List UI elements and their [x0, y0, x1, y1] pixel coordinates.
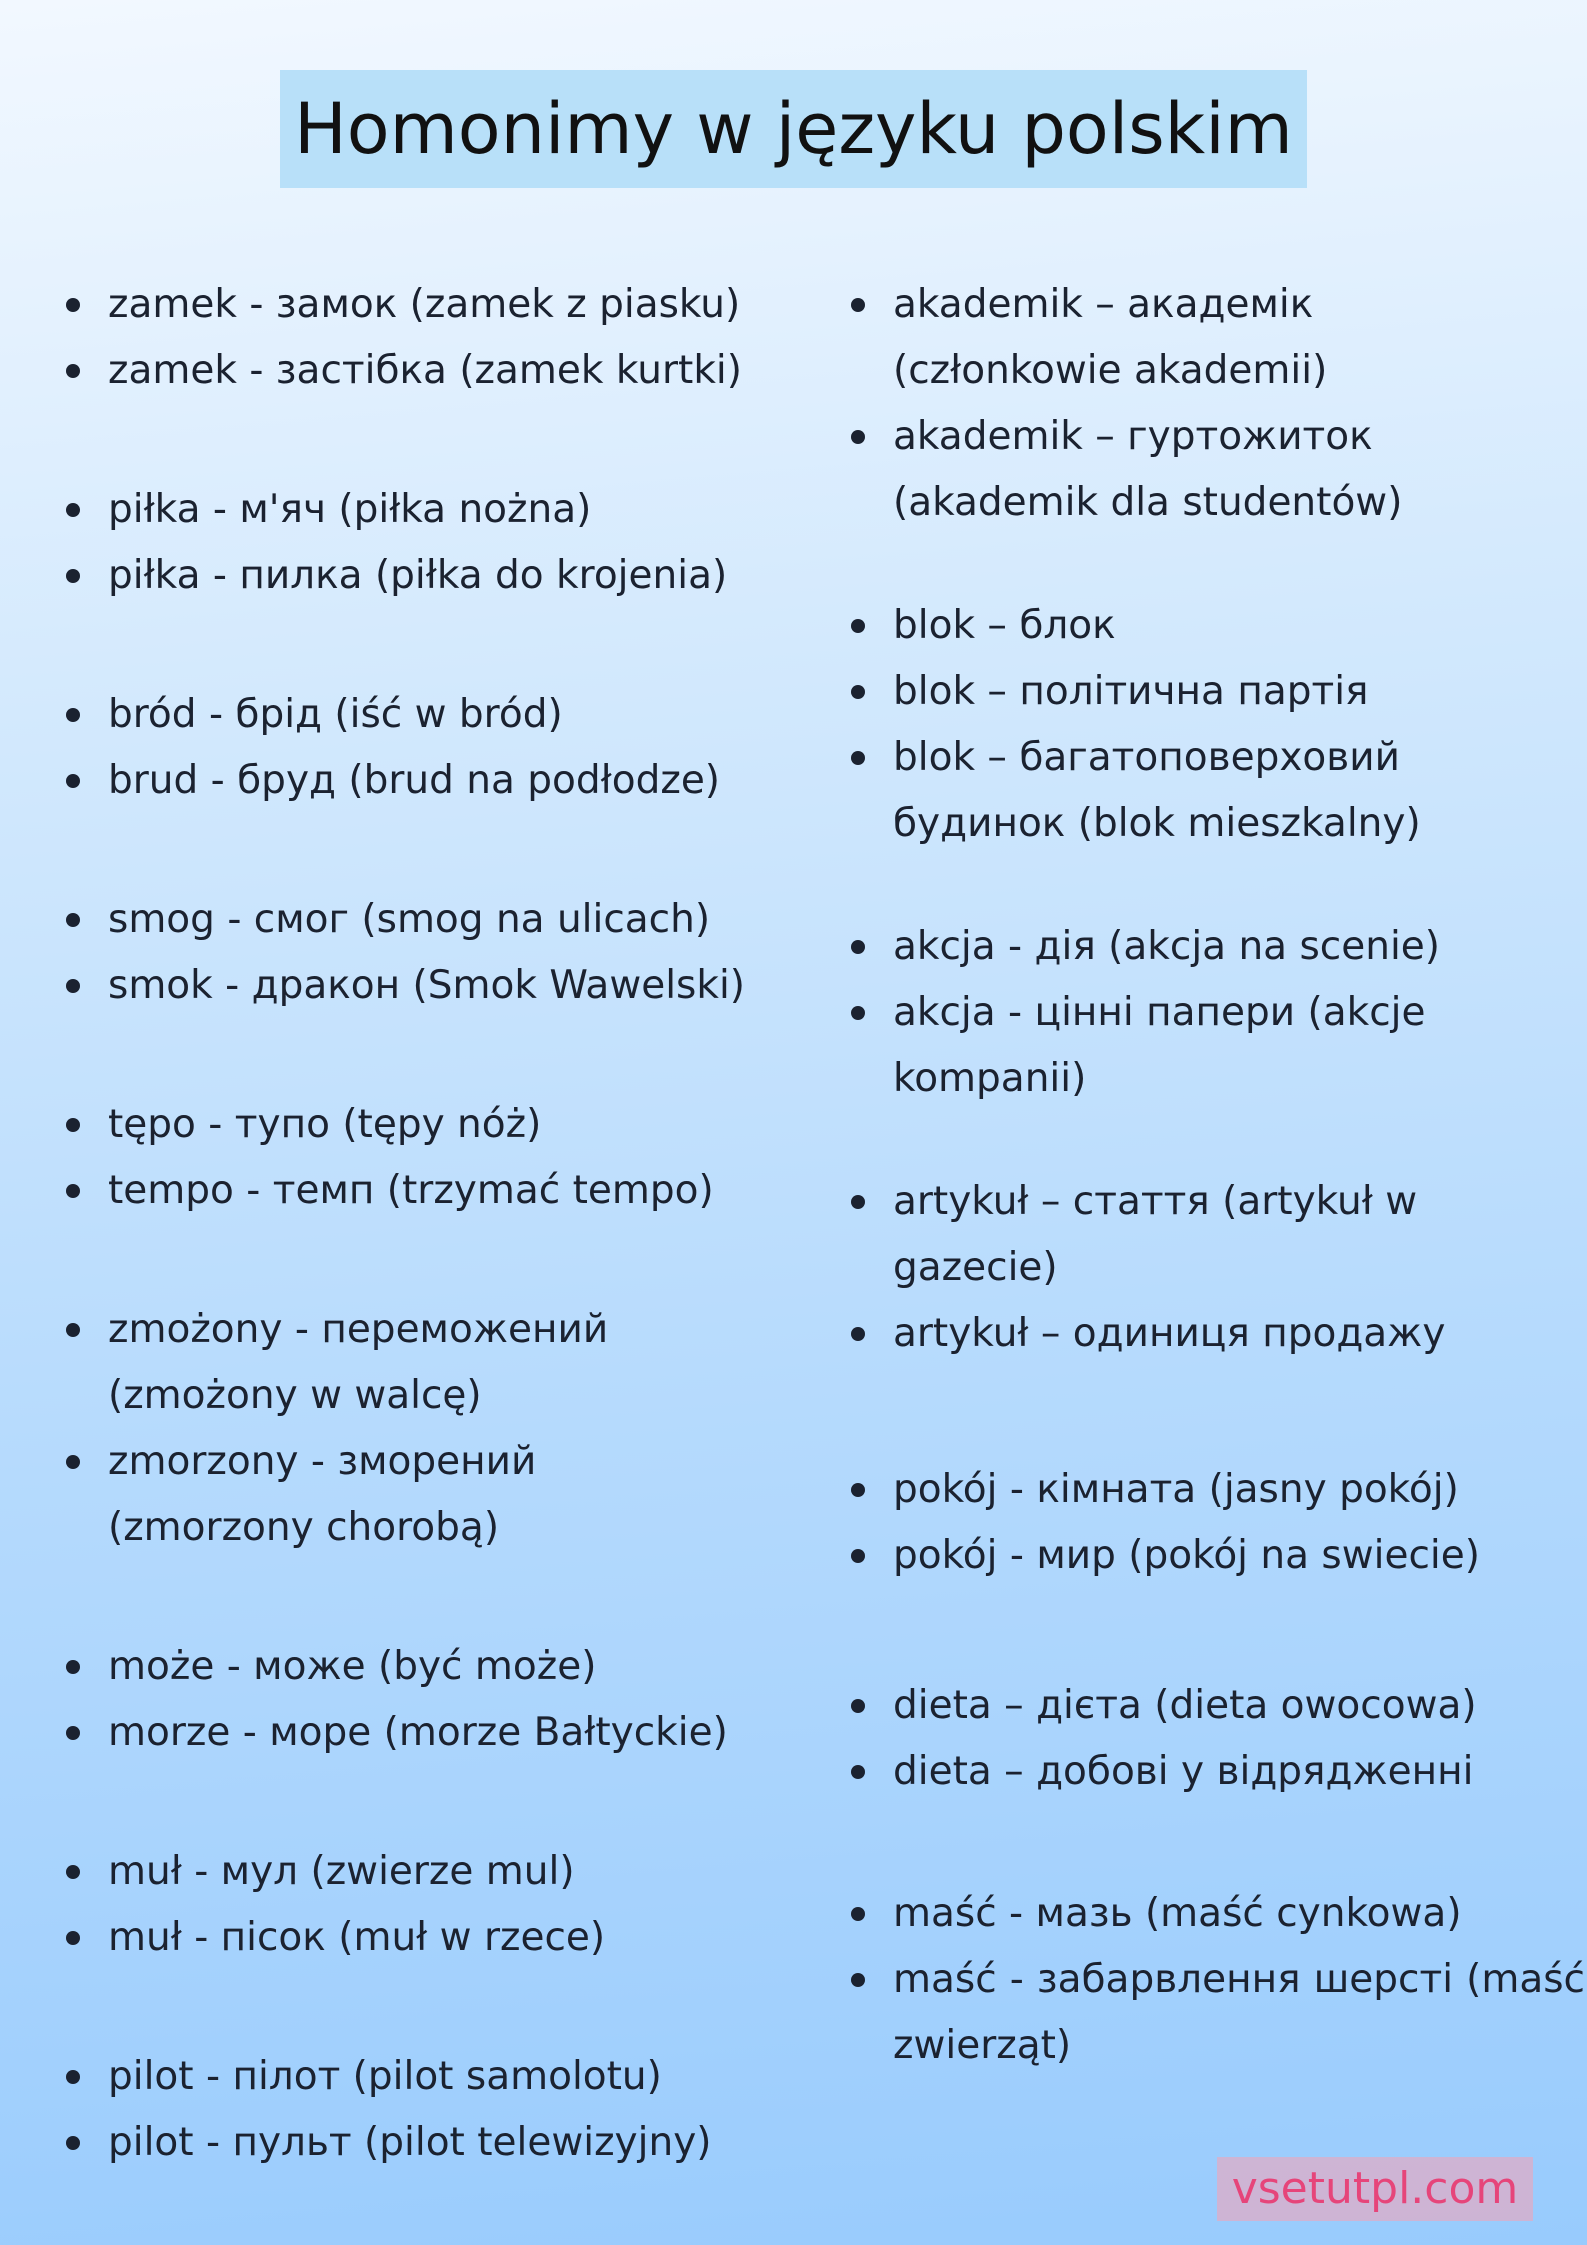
list-item: artykuł – одиниця продажу	[845, 1301, 1545, 1367]
list-item: blok – багатоповерховий будинок (blok mieszkalny)	[845, 725, 1513, 857]
list-item: może - може (być może)	[60, 1634, 800, 1700]
list-item: smok - дракон (Smok Wawelski)	[60, 953, 800, 1019]
list-item: maść - забарвлення шерсті (maść zwierząt)	[845, 1947, 1585, 2079]
homonym-group	[60, 1839, 800, 1971]
homonym-group	[60, 1634, 800, 1766]
list-item: smog - смог (smog na ulicach)	[60, 887, 800, 953]
list-item: artykuł – стаття (artykuł w gazecie)	[845, 1169, 1503, 1301]
list-item: blok – політична партія	[845, 659, 1545, 725]
homonym-group	[845, 1457, 1545, 1589]
list-item: muł - мул (zwierze mul)	[60, 1839, 800, 1905]
list-item: brud - бруд (brud na podłodze)	[60, 748, 800, 814]
homonym-group	[60, 1092, 800, 1224]
list-item: dieta – добові у відрядженні	[845, 1739, 1545, 1805]
list-item: pokój - мир (pokój na swiecie)	[845, 1523, 1545, 1589]
list-item: morze - море (morze Bałtyckie)	[60, 1700, 800, 1766]
homonym-group	[60, 887, 800, 1019]
list-item: zamek - застібка (zamek kurtki)	[60, 338, 800, 404]
homonym-group	[845, 593, 1545, 857]
homonym-group	[60, 682, 800, 814]
list-item: zmorzony - зморений (zmorzony chorobą)	[60, 1429, 668, 1561]
homonym-group	[845, 914, 1545, 1112]
homonym-group	[60, 1297, 800, 1561]
list-item: zamek - замок (zamek z piasku)	[60, 272, 800, 338]
list-item: muł - пісок (muł w rzece)	[60, 1905, 800, 1971]
list-item: bród - брід (iść w bród)	[60, 682, 800, 748]
list-item: akademik – академік (członkowie akademii)	[845, 272, 1393, 404]
list-item: akcja - цінні папери (akcje kompanii)	[845, 980, 1523, 1112]
list-item: piłka - м'яч (piłka nożna)	[60, 477, 800, 543]
homonym-group	[60, 2044, 800, 2176]
homonym-group	[845, 1881, 1585, 2079]
title-banner	[280, 70, 1307, 188]
watermark: vsetutpl.com	[1217, 2157, 1533, 2221]
list-item: dieta – дієта (dieta owocowa)	[845, 1673, 1545, 1739]
homonym-group	[845, 272, 1545, 536]
page-title: Homonimy w języku polskim	[294, 88, 1293, 170]
list-item: pokój - кімната (jasny pokój)	[845, 1457, 1545, 1523]
homonym-group	[60, 477, 800, 609]
list-item: blok – блок	[845, 593, 1545, 659]
homonym-group	[845, 1673, 1545, 1805]
list-item: zmożony - переможений (zmożony w walcę)	[60, 1297, 668, 1429]
list-item: akademik – гуртожиток (akademik dla studentów)	[845, 404, 1433, 536]
left-column	[60, 272, 800, 2176]
homonym-group	[845, 1169, 1545, 1367]
right-column	[845, 272, 1585, 2079]
list-item: tempo - темп (trzymać tempo)	[60, 1158, 800, 1224]
homonym-group	[60, 272, 800, 404]
list-item: piłka - пилка (piłka do krojenia)	[60, 543, 800, 609]
list-item: pilot - пульт (pilot telewizyjny)	[60, 2110, 800, 2176]
list-item: maść - мазь (maść cynkowa)	[845, 1881, 1545, 1947]
list-item: akcja - дія (akcja na scenie)	[845, 914, 1545, 980]
list-item: pilot - пілот (pilot samolotu)	[60, 2044, 800, 2110]
list-item: tępo - тупо (tępy nóż)	[60, 1092, 800, 1158]
